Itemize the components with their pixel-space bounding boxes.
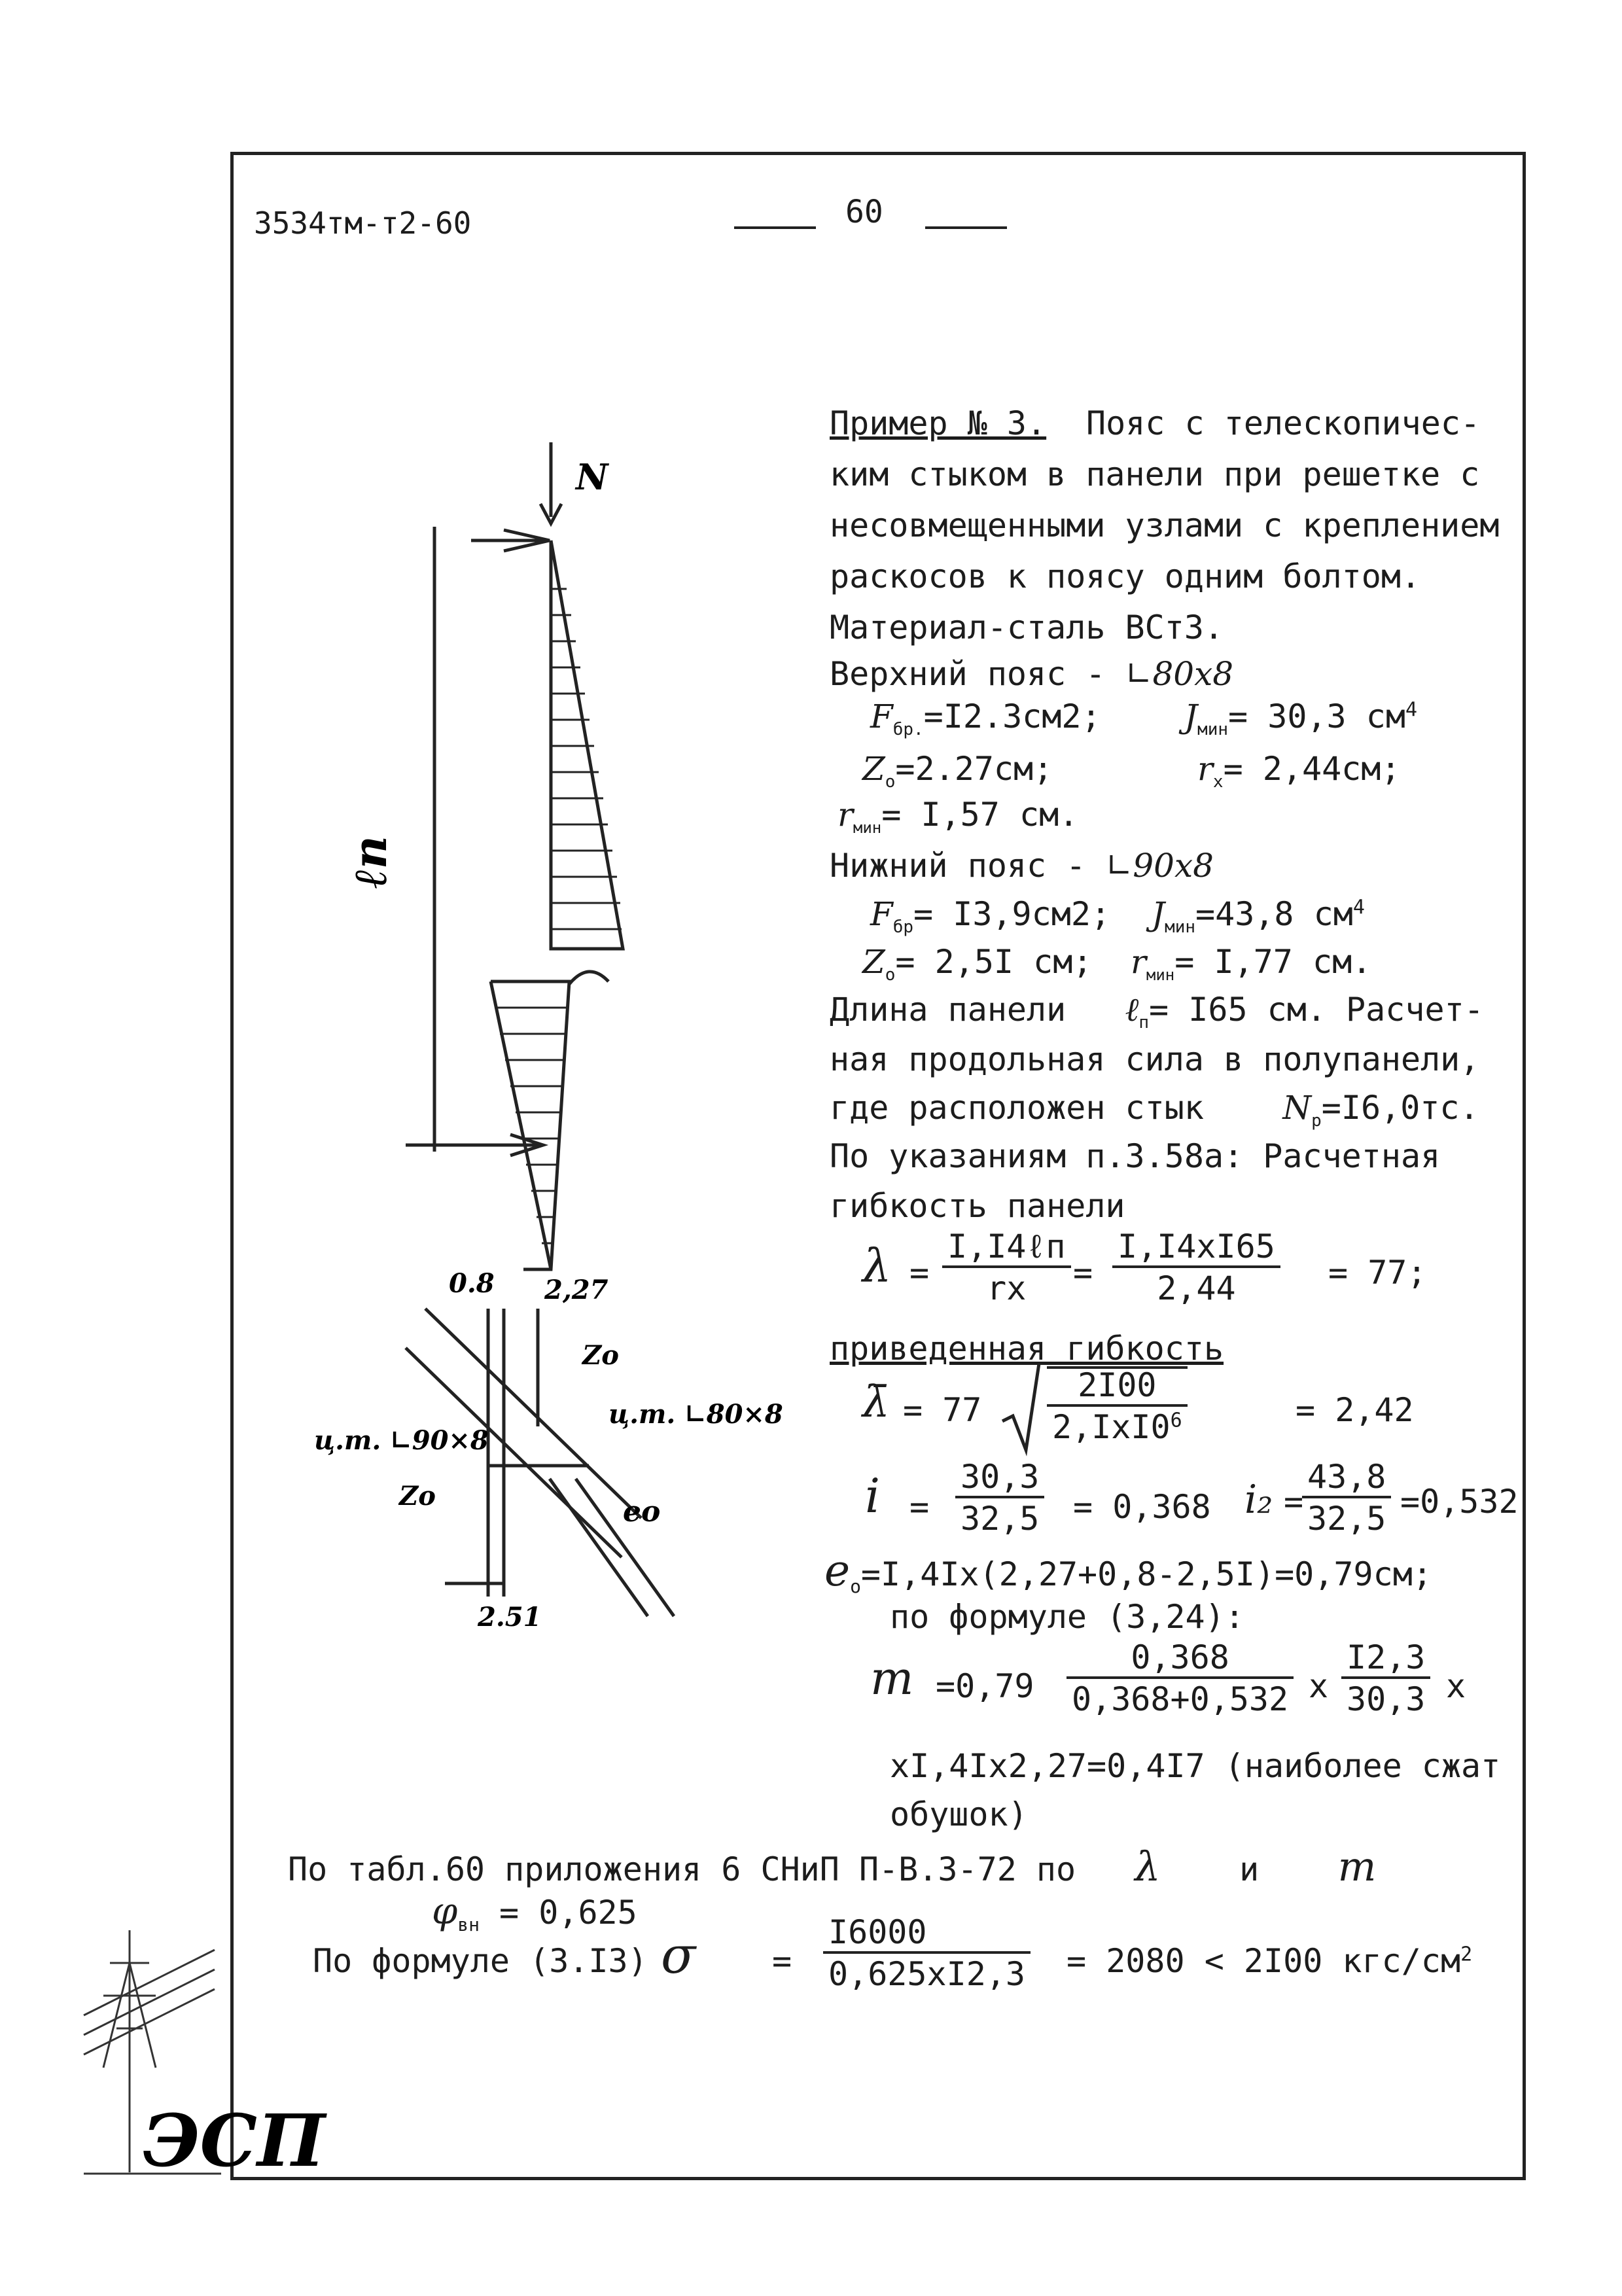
example-desc-line-5: Материал-сталь ВСт3. bbox=[830, 609, 1224, 646]
i2-eq: = bbox=[1284, 1483, 1304, 1521]
reduced-result: = 2,42 bbox=[1296, 1391, 1414, 1429]
angle-section-90: ∟90х8 bbox=[1105, 847, 1214, 885]
lambda-symbol: λ bbox=[862, 1239, 892, 1293]
lambda-fraction-1: I,I4ℓп rx bbox=[942, 1230, 1071, 1305]
i-eq: = bbox=[909, 1488, 930, 1526]
sigma-intro: По формуле (3.I3) bbox=[313, 1942, 648, 1980]
lower-chord-diagram bbox=[491, 981, 569, 1269]
m-formula-line-3: обушок) bbox=[890, 1795, 1028, 1833]
reduced-fraction: 2I00 $2,IxI0^6$ bbox=[1047, 1366, 1188, 1443]
m-fraction-2: $\frac{I2,3}{30,3}$ bbox=[1341, 1641, 1430, 1716]
m-formula-line-2: xI,4Ix2,27=0,4I7 (наиболее сжат bbox=[890, 1747, 1501, 1785]
m-fraction-1: $\frac{0,368}{0,368+0,532}$ bbox=[1067, 1641, 1294, 1716]
upper-chord-rmin: $r_{мин}= I,57$ см. bbox=[837, 796, 1079, 837]
lower-chord-area: $F_{бр}= I3,9см2$; bbox=[870, 895, 1111, 937]
page-number: 60 bbox=[845, 194, 883, 230]
lambda-bar-symbol: λ̄ bbox=[862, 1377, 890, 1427]
page-number-dash-right bbox=[925, 226, 1007, 229]
i-symbol: i bbox=[865, 1468, 881, 1523]
panel-force-line-3: где расположен стык $N_р=I6,0тс$. bbox=[830, 1089, 1479, 1131]
dim-label-251: 2.51 bbox=[478, 1602, 542, 1633]
label-centroid-80: ц.т. ∟80×8 bbox=[608, 1399, 783, 1430]
panel-instruction-line-4: По указаниям п.3.58а: Расчетная bbox=[830, 1137, 1441, 1175]
label-eo: eо bbox=[623, 1495, 661, 1528]
lambda-eq-1: = bbox=[909, 1254, 930, 1292]
angle-section-80: ∟80х8 bbox=[1125, 655, 1234, 693]
joint-drawing bbox=[0, 0, 811, 1675]
upper-chord-heading: Верхний пояс - ∟80х8 bbox=[830, 655, 1234, 693]
reduced-slenderness-heading: приведенная гибкость bbox=[830, 1330, 1224, 1368]
eccentricity-line: $e_о=I,4Ix(2,27+0,8-2,5I)=0,79см$; bbox=[824, 1545, 1432, 1597]
m-eq: =0,79 bbox=[936, 1667, 1034, 1705]
lambda-fraction-2: $\frac{I,I4xI65}{2,44}$ bbox=[1112, 1230, 1280, 1305]
lower-chord-z0: $Z_о= 2,5I$ см; bbox=[862, 943, 1093, 985]
upper-chord-diagram bbox=[551, 540, 623, 949]
example-desc-line-4: раскосов к поясу одним болтом. bbox=[830, 557, 1421, 595]
table-reference: По табл.60 приложения 6 СНиП П-В.3-72 по λ и m bbox=[288, 1843, 1377, 1890]
panel-length-line: Длина панели ℓ$_п$= I65 см. Расчет- bbox=[830, 991, 1484, 1033]
lower-chord-inertia: $J_{мин}=43,8$ $см^4$ bbox=[1152, 895, 1365, 937]
upper-chord-rx: $r_x= 2,44см$; bbox=[1197, 750, 1401, 792]
i-fraction-1: $\frac{30,3}{32,5}$ bbox=[955, 1460, 1044, 1535]
label-zo-upper: Zо bbox=[582, 1340, 619, 1371]
m-times-2: x bbox=[1446, 1667, 1466, 1705]
esp-logo bbox=[84, 1924, 325, 2183]
example-title: Пример № 3. bbox=[830, 404, 1047, 442]
length-label: ℓп bbox=[343, 836, 397, 889]
panel-force-line-2: ная продольная сила в полупанели, bbox=[830, 1040, 1480, 1078]
example-desc-line-1: Пояс с телескопичес- bbox=[1086, 404, 1481, 442]
i-fraction-2: $\frac{43,8}{32,5}$ bbox=[1302, 1460, 1391, 1535]
reduced-eq: = 77 bbox=[903, 1391, 982, 1429]
force-label-n: N bbox=[576, 456, 608, 498]
lambda-eq-2: = bbox=[1073, 1254, 1093, 1292]
sigma-symbol: σ bbox=[661, 1926, 696, 1985]
m-symbol: m bbox=[870, 1651, 914, 1705]
sigma-result: = 2080 < 2I00 кгс/$см^2$ bbox=[1067, 1942, 1473, 1980]
lower-chord-heading: Нижний пояс - ∟90х8 bbox=[830, 847, 1214, 885]
example-desc-line-3: несовмещенными узлами с креплением bbox=[830, 506, 1500, 544]
label-centroid-90: ц.т. ∟90×8 bbox=[314, 1425, 489, 1456]
dim-label-08: 0.8 bbox=[449, 1268, 495, 1299]
panel-instruction-line-5: гибкость панели bbox=[830, 1187, 1125, 1225]
sigma-eq: = bbox=[772, 1942, 792, 1980]
lower-chord-rmin: $r_{мин}= I,77$ см. bbox=[1131, 943, 1372, 984]
m-formula-intro: по формуле (3,24): bbox=[890, 1598, 1244, 1636]
label-zo-lower: Zо bbox=[399, 1481, 436, 1511]
upper-chord-z0: $Z_о=2.27см$; bbox=[862, 750, 1053, 792]
phi-value: $\varphi_{вн} = 0,625$ bbox=[432, 1890, 637, 1935]
upper-chord-inertia: $J_{мин}= 30,3$ $см^4$ bbox=[1184, 698, 1418, 739]
i-result-1: = 0,368 bbox=[1073, 1488, 1211, 1526]
document-code: 3534тм-т2-60 bbox=[254, 205, 472, 241]
dim-label-227: 2,27 bbox=[544, 1275, 608, 1305]
lambda-result: = 77; bbox=[1328, 1254, 1427, 1292]
i-result-2: =0,532 bbox=[1400, 1483, 1519, 1521]
m-times-1: x bbox=[1309, 1667, 1329, 1705]
i2-symbol: i₂ bbox=[1244, 1477, 1273, 1523]
logo-letters: ЭСП bbox=[143, 2098, 325, 2183]
example-desc-line-2: ким стыком в панели при решетке с bbox=[830, 455, 1480, 493]
moment-arc bbox=[569, 972, 608, 984]
upper-chord-area: $F_{бр.}=I2.3см2$; bbox=[870, 698, 1101, 739]
sqrt-sign bbox=[1001, 1361, 1040, 1453]
sigma-fraction: $\frac{I6000}{0,625xI2,3}$ bbox=[823, 1916, 1031, 1990]
